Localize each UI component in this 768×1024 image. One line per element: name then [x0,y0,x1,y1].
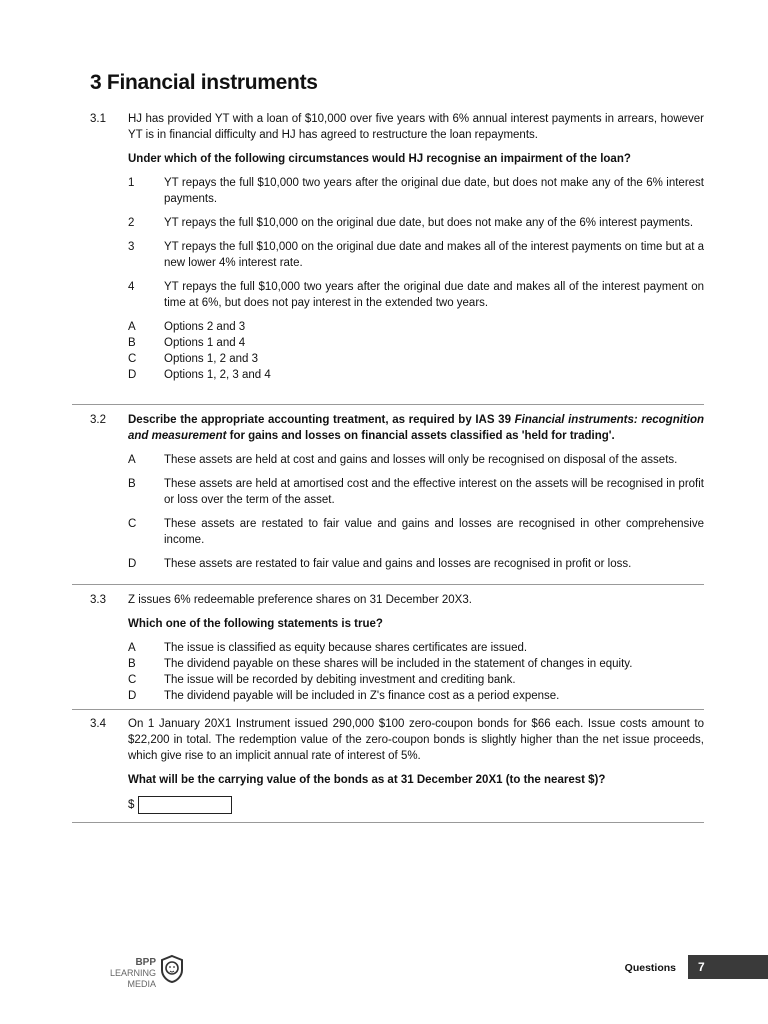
answer-option[interactable] [128,656,704,672]
option-label: C [128,353,137,365]
answer-option[interactable] [128,367,704,383]
option-text: Options 2 and 3 [164,321,246,333]
currency-symbol: $ [128,799,135,811]
question-3-4 [72,716,704,814]
logo-subtitle: LEARNING MEDIA [109,968,156,989]
circumstance-item [128,239,704,271]
question-number: 3.3 [90,594,106,606]
section-divider [72,709,704,710]
question-number: 3.1 [90,113,106,125]
option-label: A [128,321,136,333]
answer-option[interactable] [128,640,704,656]
question-3-2 [72,412,704,572]
option-text: These assets are restated to fair value and gains and losses are recognised in other comprehensive income. [164,518,704,546]
circumstance-item [128,175,704,207]
question-prompt: What will be the carrying value of the bonds as at 31 December 20X1 (to the nearest $)? [128,774,606,786]
option-text: These assets are held at cost and gains and losses will only be recognised on disposal of the assets. [164,454,678,466]
question-intro: Z issues 6% redeemable preference shares on 31 December 20X3. [128,594,472,606]
question-prompt: Under which of the following circumstances would HJ recognise an impairment of the loan? [128,153,631,165]
option-text: Options 1, 2 and 3 [164,353,258,365]
page-number: 7 [688,955,768,979]
circumstance-label: 1 [128,177,135,189]
circumstance-label: 3 [128,241,135,253]
answer-option[interactable] [128,516,704,548]
option-label: B [128,658,136,670]
publisher-logo [86,954,186,989]
option-label: B [128,337,136,349]
question-3-3 [72,592,704,704]
section-divider [72,584,704,585]
question-3-1 [72,111,704,383]
answer-input[interactable] [138,796,232,814]
option-text: Options 1 and 4 [164,337,246,349]
option-text: Options 1, 2, 3 and 4 [164,369,271,381]
circumstance-text: YT repays the full $10,000 two years after the original due date and makes all of the interest payment on time at 6%, but does not pay interest in the extended two years. [164,281,704,309]
option-text: The dividend payable on these shares will be included in the statement of changes in equity. [164,658,633,670]
option-label: D [128,558,137,570]
lion-icon [158,954,186,984]
option-text: These assets are restated to fair value and gains and losses are recognised in profit or loss. [164,558,632,570]
answer-option[interactable] [128,688,704,704]
answer-option[interactable] [128,476,704,508]
option-label: C [128,518,137,530]
answer-option[interactable] [128,319,704,335]
option-text: These assets are held at amortised cost and the effective interest on the assets will be recognised in profit or loss over the term of the asset. [164,478,704,506]
option-label: A [128,454,136,466]
question-text: Describe the appropriate accounting treatment, as required by IAS 39 [128,414,515,426]
option-label: A [128,642,136,654]
section-label: Questions [624,962,676,974]
answer-option[interactable] [128,351,704,367]
answer-option[interactable] [128,335,704,351]
option-label: B [128,478,136,490]
option-label: C [128,674,137,686]
question-prompt [128,412,704,444]
section-divider [72,822,704,823]
option-label: D [128,369,137,381]
answer-option[interactable] [128,672,704,688]
circumstance-text: YT repays the full $10,000 two years after the original due date, but does not make any of the 6% interest payments. [164,177,704,205]
circumstance-label: 2 [128,217,135,229]
logo-brand: BPP [135,957,156,968]
option-text: The dividend payable will be included in Z's finance cost as a period expense. [164,690,560,702]
answer-option[interactable] [128,556,704,572]
question-number: 3.2 [90,414,106,426]
answer-option[interactable] [128,452,704,468]
circumstance-label: 4 [128,281,135,293]
standard-title: Financial instruments: recognition and measurement [128,414,704,442]
circumstance-text: YT repays the full $10,000 on the original due date and makes all of the interest payments on time but at a new lower 4% interest rate. [164,241,704,269]
question-text: for gains and losses on financial assets classified as 'held for trading'. [226,430,615,442]
circumstance-text: YT repays the full $10,000 on the original due date, but does not make any of the 6% interest payments. [164,217,694,229]
question-prompt: Which one of the following statements is true? [128,618,383,630]
circumstance-item [128,279,704,311]
section-divider [72,404,704,405]
option-text: The issue is classified as equity because shares certificates are issued. [164,642,528,654]
option-label: D [128,690,137,702]
question-number: 3.4 [90,718,106,730]
question-intro: On 1 January 20X1 Instrument issued 290,000 $100 zero-coupon bonds for $66 each. Issue costs amount to $22,200 in total. The redemption value of the zero-coupon bonds is slightly higher than the net issue proceeds, which give rise to an implicit annual rate of interest of 5%. [128,718,704,762]
page-title: 3 Financial instruments [90,71,318,94]
question-intro: HJ has provided YT with a loan of $10,000 over five years with 6% annual interest payments in arrears, however YT is in financial difficulty and HJ has agreed to restructure the loan repayments. [128,113,704,141]
option-text: The issue will be recorded by debiting investment and crediting bank. [164,674,516,686]
answer-row [128,796,704,814]
circumstance-item [128,215,704,231]
